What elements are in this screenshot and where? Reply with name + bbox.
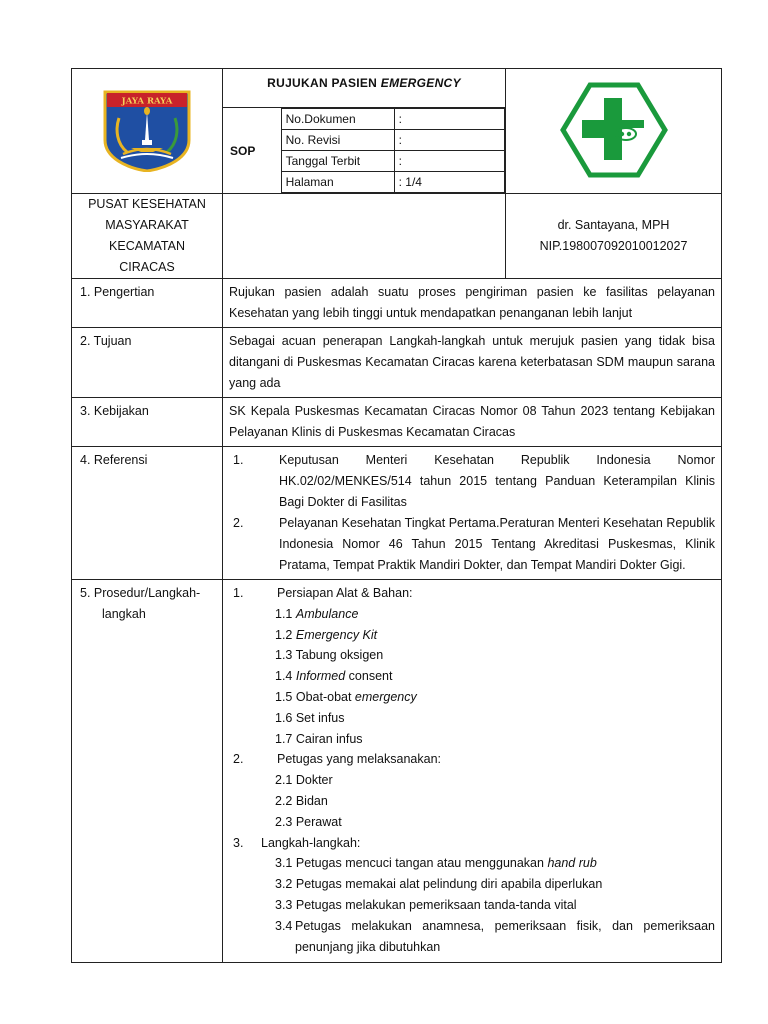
list-item	[229, 645, 715, 666]
signatory-name: dr. Santayana, MPH	[557, 218, 670, 232]
section-label-prosedur	[72, 580, 223, 963]
list-item	[229, 625, 715, 646]
list-item: 2.2 Bidan	[275, 793, 328, 808]
step-number: 3.	[233, 835, 244, 850]
list-item	[229, 916, 715, 958]
meta-key: Tanggal Terbit	[281, 151, 394, 172]
section-text-tujuan: Sebagai acuan penerapan Langkah-langkah untuk merujuk pasien yang tidak bisa ditangani di Puskesmas Kecamatan Ciracas karena keterbatasan SDM maupun sarana yang ada	[223, 328, 722, 398]
sub-item-text: Petugas mencuci tangan atau menggunakan	[295, 856, 548, 871]
section-text-pengertian: Rujukan pasien adalah suatu proses pengiriman pasien ke fasilitas pelayanan Kesehatan yang lebih tinggi untuk mendapatkan penanganan lebih lanjut	[223, 279, 722, 328]
step-heading	[229, 583, 715, 604]
document-title-emphasis: EMERGENCY	[380, 76, 461, 90]
sub-item-number: 3.4	[275, 918, 293, 933]
section-label-line: langkah	[102, 607, 146, 621]
list-item-text: Pelayanan Kesehatan Tingkat Pertama.Peraturan Menteri Kesehatan Republik Indonesia Nomor 46 Tahun 2015 Tentang Akreditasi Puskesmas, Klinik Pratama, Tempat Praktik Mandiri Dokter, dan Tempat Mandiri Dokter Gigi.	[279, 516, 715, 572]
sub-item-text: 1.5 Obat-obat	[275, 689, 355, 704]
sop-label: SOP	[230, 143, 256, 158]
organization-line: MASYARAKAT	[105, 218, 189, 232]
signatory-cell	[506, 194, 722, 279]
list-item	[229, 450, 715, 513]
sub-item-text: 1.6 Set infus	[275, 710, 345, 725]
sub-item-text: 1.1	[275, 606, 296, 621]
list-item	[229, 666, 715, 687]
list-item	[229, 895, 715, 916]
section-prosedur-steps	[223, 580, 722, 963]
sub-item-text: 1.3 Tabung oksigen	[275, 648, 384, 663]
sub-item-number: 3.1	[275, 856, 296, 871]
meta-value: :	[394, 130, 504, 151]
organization-line: KECAMATAN	[109, 239, 185, 253]
section-referensi-list	[223, 447, 722, 580]
meta-row	[281, 151, 504, 172]
emblem-motto-text: JAYA RAYA	[121, 96, 173, 106]
list-item	[229, 708, 715, 729]
sub-item-italic: hand rub	[547, 856, 597, 871]
sub-item-text: Petugas melakukan pemeriksaan tanda-tanda vital	[295, 897, 577, 912]
list-item	[229, 604, 715, 625]
signatory-nip: NIP.198007092010012027	[539, 239, 688, 253]
list-item	[229, 687, 715, 708]
step-heading	[229, 749, 715, 770]
meta-row	[281, 109, 504, 130]
sub-item-italic: Emergency Kit	[295, 627, 378, 642]
list-item-text: Keputusan Menteri Kesehatan Republik Indonesia Nomor HK.02/02/MENKES/514 tahun 2015 tentang Panduan Keterampilan Klinis Bagi Dokter di Fasilitas	[279, 453, 715, 509]
sub-item-rest: consent	[345, 669, 393, 684]
organization-line: CIRACAS	[119, 260, 175, 274]
dki-jakarta-emblem-icon	[101, 88, 193, 172]
organization-cell	[72, 194, 223, 279]
step-heading	[229, 833, 715, 854]
list-item-number: 2.	[233, 516, 244, 530]
sub-item-text: 1.2	[275, 627, 296, 642]
list-item-number: 1.	[233, 453, 244, 467]
list-item: 2.1 Dokter	[275, 773, 333, 788]
step-title: Langkah-langkah:	[261, 835, 361, 850]
list-item	[229, 729, 715, 750]
list-item	[229, 513, 715, 576]
sub-item-text: 1.4	[275, 669, 296, 684]
sub-item-number: 3.3	[275, 897, 296, 912]
meta-value: :	[394, 151, 504, 172]
meta-row	[281, 172, 504, 193]
sub-item-italic: Ambulance	[295, 606, 359, 621]
step-number: 2.	[233, 752, 244, 767]
document-meta-table	[281, 108, 505, 193]
section-label-tujuan: 2. Tujuan	[72, 328, 223, 398]
sop-table	[71, 68, 722, 963]
title-cell	[223, 69, 506, 194]
left-logo-cell	[72, 69, 223, 194]
meta-row	[281, 130, 504, 151]
meta-key: Halaman	[281, 172, 394, 193]
meta-key: No.Dokumen	[281, 109, 394, 130]
list-item	[229, 853, 715, 874]
sub-item-text: Petugas memakai alat pelindung diri apabila diperlukan	[295, 877, 603, 892]
section-text-kebijakan: SK Kepala Puskesmas Kecamatan Ciracas Nomor 08 Tahun 2023 tentang Kebijakan Pelayanan Klinis di Puskesmas Kecamatan Ciracas	[223, 398, 722, 447]
sub-item-number: 3.2	[275, 877, 296, 892]
section-label-kebijakan: 3. Kebijakan	[72, 398, 223, 447]
sub-item-italic: Informed	[295, 669, 346, 684]
document-title-prefix: RUJUKAN PASIEN	[267, 76, 381, 90]
puskesmas-logo-icon	[560, 82, 668, 178]
section-label-line: 5. Prosedur/Langkah-	[80, 586, 201, 600]
meta-value: :	[394, 109, 504, 130]
step-title: Petugas yang melaksanakan:	[277, 752, 441, 767]
section-label-pengertian: 1. Pengertian	[72, 279, 223, 328]
list-item	[229, 874, 715, 895]
sub-item-text: Petugas melakukan anamnesa, pemeriksaan fisik, dan pemeriksaan penunjang jika dibutuhkan	[295, 918, 715, 954]
sub-item-italic: emergency	[354, 689, 417, 704]
step-number: 1.	[233, 586, 244, 600]
list-item: 2.3 Perawat	[275, 814, 342, 829]
meta-value: : 1/4	[394, 172, 504, 193]
sub-item-text: 1.7 Cairan infus	[275, 731, 363, 746]
document-title	[223, 69, 505, 108]
right-logo-cell	[506, 69, 722, 194]
blank-cell	[223, 194, 506, 279]
section-label-referensi: 4. Referensi	[72, 447, 223, 580]
step-title: Persiapan Alat & Bahan:	[277, 586, 413, 600]
meta-key: No. Revisi	[281, 130, 394, 151]
organization-line: PUSAT KESEHATAN	[88, 197, 206, 211]
